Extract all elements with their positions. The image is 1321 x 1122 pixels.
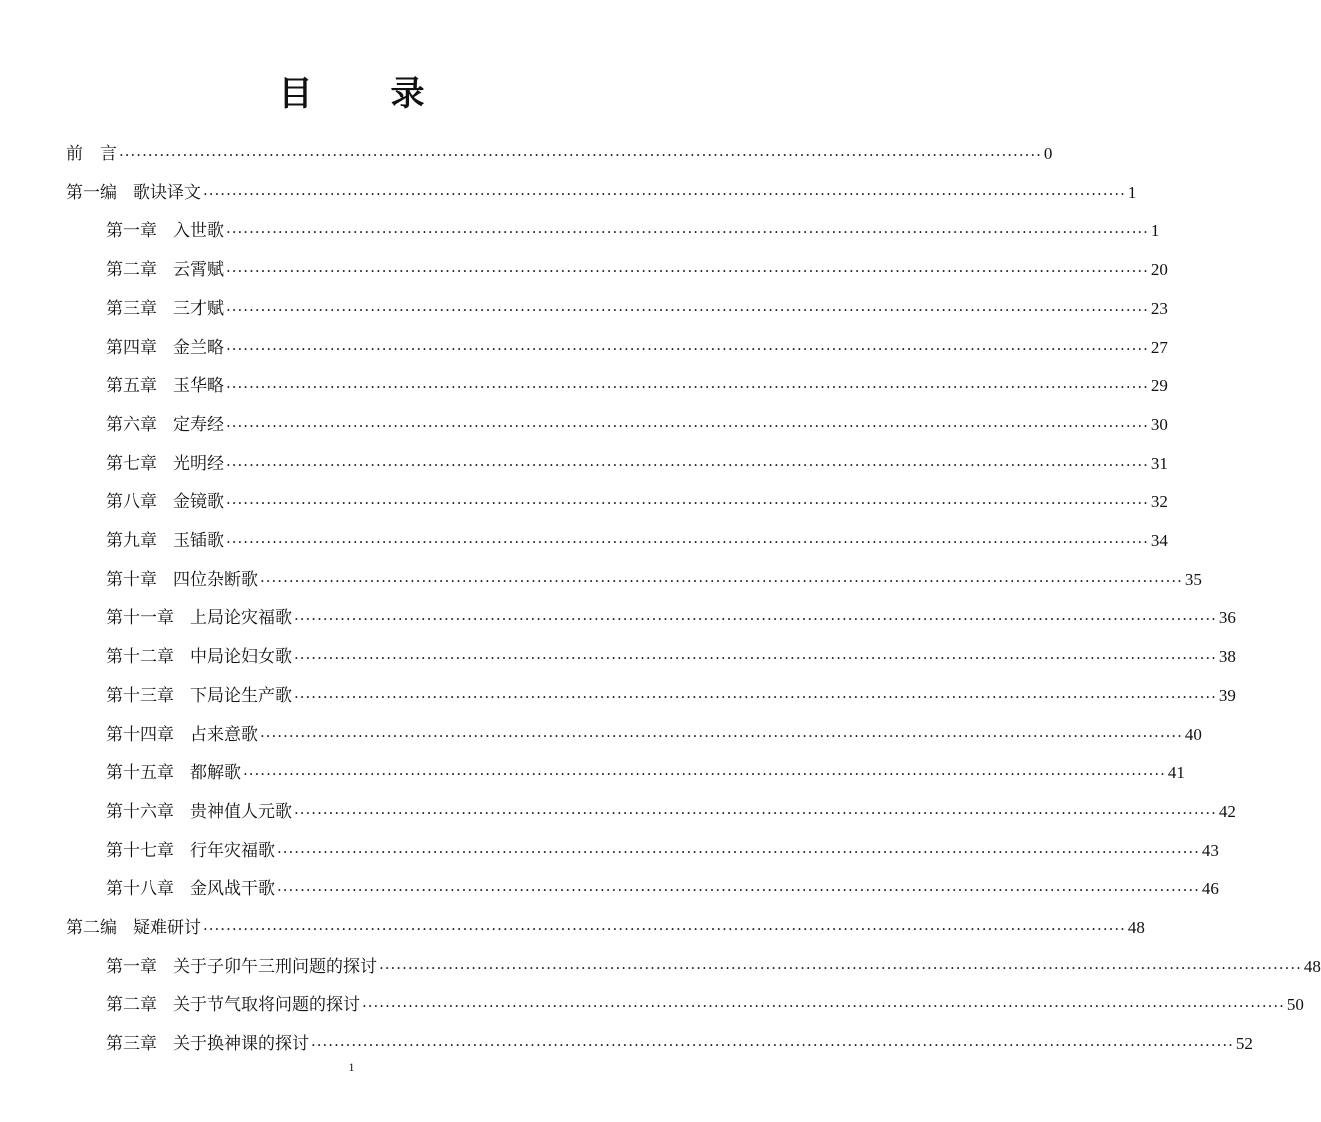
toc-entry — [106, 410, 1168, 436]
toc-entry — [106, 720, 1202, 746]
toc-entry-label — [106, 607, 292, 629]
toc-entry — [106, 371, 1168, 397]
toc-entry-number: 第十五章 — [106, 763, 174, 784]
toc-entry-number: 第一章 — [106, 221, 157, 242]
toc-entry-number: 第十章 — [106, 569, 157, 590]
toc-entry — [106, 874, 1219, 900]
toc-entry-label — [66, 143, 117, 165]
toc-entry-page: 35 — [1184, 569, 1202, 589]
toc-entry-title: 金兰略 — [173, 337, 224, 358]
dot-leader: ································································································································································ — [294, 649, 1217, 668]
toc-entry-label — [106, 762, 241, 784]
dot-leader: ································································································································································ — [362, 997, 1285, 1016]
toc-entry-number: 第十六章 — [106, 801, 174, 822]
toc-entry — [106, 487, 1168, 513]
toc-entry-title: 疑难研讨 — [133, 918, 201, 938]
toc-entry-title: 关于节气取将问题的探讨 — [173, 995, 360, 1016]
toc-entry-label — [106, 994, 360, 1016]
dot-leader: ································································································································································ — [203, 920, 1126, 938]
toc-entry-label — [66, 182, 201, 204]
dot-leader: ································································································································································ — [260, 571, 1183, 590]
dot-leader: ································································································································································ — [294, 687, 1217, 706]
toc-entry-label — [106, 530, 224, 552]
toc-entry-number: 第九章 — [106, 531, 157, 551]
toc-entry-number: 第三章 — [106, 298, 157, 319]
toc-entry-page: 48 — [1303, 956, 1321, 976]
toc-entry-number: 第十四章 — [106, 724, 174, 745]
toc-entry-page: 1 — [1127, 182, 1137, 202]
toc-entry-page: 41 — [1167, 763, 1185, 783]
toc-entry — [66, 178, 1137, 204]
toc-entry — [66, 139, 1053, 165]
toc-entry — [106, 836, 1219, 862]
toc-entry-number: 第十三章 — [106, 685, 174, 706]
toc-entry-number: 第二编 — [66, 918, 117, 938]
dot-leader: ································································································································································ — [379, 958, 1302, 977]
toc-entry — [106, 990, 1304, 1016]
toc-entry-title: 光明经 — [173, 453, 224, 474]
toc-entry-page: 23 — [1150, 298, 1168, 318]
toc-entry-title: 中局论妇女歌 — [190, 647, 292, 668]
toc-entry — [106, 333, 1168, 359]
toc-entry-number: 第二章 — [106, 995, 157, 1016]
toc-entry-page: 31 — [1150, 453, 1168, 473]
title-right-char: 录 — [390, 74, 425, 114]
toc-entry — [106, 642, 1236, 668]
toc-entry — [106, 758, 1185, 784]
toc-entry-title: 入世歌 — [173, 221, 224, 242]
dot-leader: ································································································································································ — [226, 339, 1149, 358]
toc-entry-number: 第十一章 — [106, 608, 174, 629]
toc-entry-title: 金风战干歌 — [190, 879, 275, 900]
toc-entry-title: 金镜歌 — [173, 492, 224, 513]
toc-entry-label — [106, 878, 275, 900]
dot-leader: ································································································································································ — [119, 146, 1042, 164]
dot-leader: ································································································································································ — [311, 1036, 1234, 1055]
toc-entry — [106, 526, 1168, 552]
toc-entry-title: 占来意歌 — [190, 724, 258, 745]
toc-entry-number: 第八章 — [106, 492, 157, 513]
toc-entry-number: 第五章 — [106, 376, 157, 397]
dot-leader: ································································································································································ — [226, 533, 1149, 551]
toc-entry-title: 都解歌 — [190, 763, 241, 784]
toc-entry-page: 30 — [1150, 414, 1168, 434]
toc-entry-page: 52 — [1235, 1034, 1253, 1054]
toc-entry-page: 29 — [1150, 376, 1168, 396]
toc-entry-title: 上局论灾福歌 — [190, 608, 292, 629]
toc-entry-page: 20 — [1150, 260, 1168, 280]
dot-leader: ································································································································································ — [226, 223, 1149, 242]
toc-entry — [106, 1029, 1253, 1055]
page-title — [0, 66, 703, 115]
toc-entry-label — [106, 569, 258, 591]
toc-entry — [106, 255, 1168, 281]
toc-entry-page: 39 — [1218, 685, 1236, 705]
dot-leader: ································································································································································ — [226, 455, 1149, 474]
toc-entry-label — [106, 1033, 309, 1055]
toc-entry-label — [106, 259, 224, 281]
toc-entry-title: 四位杂断歌 — [173, 569, 258, 590]
toc-entry-label — [106, 453, 224, 475]
toc-entry-page: 40 — [1184, 724, 1202, 744]
toc-entry-title: 关于换神课的探讨 — [173, 1034, 309, 1055]
toc-entry — [106, 565, 1202, 591]
toc-entry-label — [66, 917, 201, 939]
toc-entry — [106, 797, 1236, 823]
toc-entry-title: 定寿经 — [173, 414, 224, 435]
toc-entry — [106, 603, 1236, 629]
toc-entry-number: 第十二章 — [106, 647, 174, 668]
toc-entry-page: 34 — [1150, 531, 1168, 550]
toc-entry-page: 1 — [1150, 221, 1160, 241]
dot-leader: ································································································································································ — [260, 726, 1183, 745]
toc-entry-label — [106, 956, 377, 978]
toc-entry-title: 玉华略 — [173, 376, 224, 397]
toc-entry-page: 42 — [1218, 801, 1236, 821]
dot-leader: ································································································································································ — [226, 416, 1149, 435]
toc-entry-label — [106, 298, 224, 320]
toc-entry-page: 27 — [1150, 337, 1168, 357]
dot-leader: ································································································································································ — [243, 765, 1166, 784]
toc-entry-number: 第十七章 — [106, 840, 174, 861]
toc-entry-label — [106, 724, 258, 746]
toc-entry-label — [106, 414, 224, 436]
dot-leader: ································································································································································ — [226, 494, 1149, 513]
toc-entry-label — [106, 646, 292, 668]
toc-entry-page: 50 — [1286, 995, 1304, 1015]
toc-entry-number: 第十八章 — [106, 879, 174, 900]
toc-entry-number: 第一章 — [106, 956, 157, 977]
toc-entry-page: 32 — [1150, 492, 1168, 512]
toc-entry — [106, 952, 1321, 978]
toc-entry-number: 第一编 — [66, 182, 117, 203]
toc-entry-title: 贵神值人元歌 — [190, 801, 292, 822]
toc-entry-title: 下局论生产歌 — [190, 685, 292, 706]
toc-entry-label — [106, 840, 275, 862]
toc-entry-label — [106, 685, 292, 707]
toc-entry-number: 第四章 — [106, 337, 157, 358]
toc-entry-title: 玉锸歌 — [173, 531, 224, 551]
toc-entry-label — [106, 337, 224, 359]
toc-entry-page: 38 — [1218, 647, 1236, 667]
dot-leader: ································································································································································ — [226, 262, 1149, 281]
toc-entry-title: 云霄赋 — [173, 260, 224, 281]
toc-entry-number: 第三章 — [106, 1034, 157, 1055]
toc-entry — [106, 216, 1160, 242]
toc-entry-page: 0 — [1043, 144, 1053, 163]
toc-entry-page: 43 — [1201, 840, 1219, 860]
toc-entry-number: 第二章 — [106, 260, 157, 281]
toc-entry-title: 关于子卯午三刑问题的探讨 — [173, 956, 377, 977]
toc-entry-number: 前 言 — [66, 144, 117, 164]
toc-entry-label — [106, 801, 292, 823]
page-number: 1 — [348, 1060, 355, 1074]
toc-entry-title: 三才赋 — [173, 298, 224, 319]
toc-entry-title: 歌诀译文 — [133, 182, 201, 203]
toc-entry-label — [106, 220, 224, 242]
toc-entry — [106, 681, 1236, 707]
toc-entry-number: 第六章 — [106, 414, 157, 435]
toc-entry-title: 行年灾福歌 — [190, 840, 275, 861]
toc-entry-label — [106, 375, 224, 397]
toc-entry-number: 第七章 — [106, 453, 157, 474]
toc-entry-label — [106, 491, 224, 513]
dot-leader: ································································································································································ — [294, 803, 1217, 822]
title-left-char: 目 — [278, 74, 313, 114]
toc-entry-page: 36 — [1218, 608, 1236, 628]
toc-entry — [66, 913, 1145, 939]
dot-leader: ································································································································································ — [294, 610, 1217, 629]
dot-leader: ································································································································································ — [203, 184, 1126, 203]
toc-entry — [106, 294, 1168, 320]
dot-leader: ································································································································································ — [277, 842, 1200, 861]
dot-leader: ································································································································································ — [226, 300, 1149, 319]
toc-entry-page: 48 — [1127, 918, 1145, 937]
toc-entry — [106, 449, 1168, 475]
dot-leader: ································································································································································ — [277, 881, 1200, 900]
dot-leader: ································································································································································ — [226, 378, 1149, 397]
toc-entry-page: 46 — [1201, 879, 1219, 899]
